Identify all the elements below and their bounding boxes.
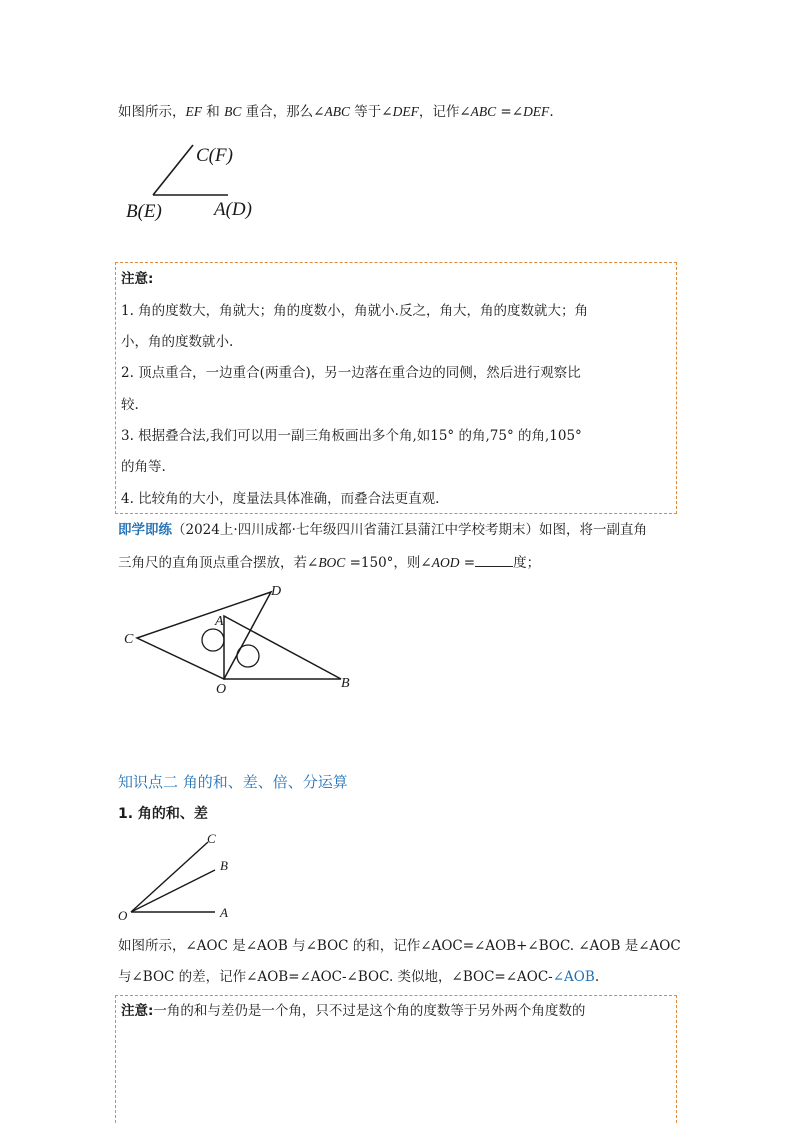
figure-set-squares [118,580,368,700]
intro-text: . [549,104,554,120]
figure-angle-sum [116,828,246,923]
intro-text: 和 [202,104,225,120]
note2-line [121,1001,585,1021]
ray-ob [131,870,215,912]
label-d: D [271,584,282,599]
note-title: 注意: [121,271,154,287]
label-o: O [118,908,128,923]
label-c: C [124,632,134,647]
section-title: 知识点二 角的和、差、倍、分运算 [118,773,348,791]
angle-aod: AOD [431,555,460,570]
sum-text-line-2: 与∠BOC 的差，记作∠AOB=∠AOC-∠BOC. 类似地，∠BOC=∠AOC-∠AOB. [118,969,600,985]
intro-text: 如图所示， [118,104,186,120]
answer-blank[interactable] [475,554,513,567]
note-item-2: 2. 顶点重合，一边重合(两重合)，另一边落在重合边的同侧，然后进行观察比 [121,365,581,381]
sum-text-line-1: 如图所示，∠AOC 是∠AOB 与∠BOC 的和，记作∠AOC=∠AOB+∠BOC. ∠AOB 是∠AOC [118,938,681,954]
figure-overlap-angle [118,135,278,230]
label-b: B [220,858,228,873]
segment-ef: EF [185,104,202,119]
intro-text: 等于∠ [349,104,393,120]
label-b: B [341,676,350,691]
practice-line-1 [118,520,647,540]
angle-aob-highlight: ∠AOB [552,969,595,985]
note-item-1: 1. 角的度数大，角就大；角的度数小，角就小.反之，角大，角的度数就大；角 [121,303,588,319]
angle-boc: BOC [318,555,346,570]
label-a: A [220,905,228,920]
practice-label: 即学即练 [118,522,172,538]
ray-bc [153,145,193,195]
ray-oc [131,842,208,912]
intro-text: ，记作∠ [418,104,471,120]
note-item-3-cont: 的角等. [121,459,166,475]
label-b-e: B(E) [126,201,162,222]
practice-source: （2024上·四川成都·七年级四川省蒲江县蒲江中学校考期末）如图，将一副直角 [172,522,647,538]
label-a: A [215,614,224,629]
angle-def: DEF [392,104,419,119]
note-item-3: 3. 根据叠合法,我们可以用一副三角板画出多个角,如15° 的角,75° 的角,105° [121,428,582,444]
subsection-title: 1. 角的和、差 [118,806,208,822]
segment-bc: BC [224,104,242,119]
note-box [115,262,677,514]
label-c-f: C(F) [196,145,233,166]
note-text: 一角的和与差仍是一个角，只不过是这个角的度数等于另外两个角度数的 [153,1003,586,1019]
angle-def: DEF [523,104,550,119]
note-item-1-cont: 小，角的度数就小. [121,334,234,350]
intro-text: =∠ [496,104,524,120]
set-square-hole [202,629,224,651]
note-title: 注意: [121,1003,154,1019]
label-a-d: A(D) [214,199,252,220]
set-square-hole [237,645,259,667]
practice-line-2: 三角尺的直角顶点重合摆放，若∠BOC =150°，则∠AOD = 度； [118,555,541,571]
intro-text: 重合，那么∠ [241,104,325,120]
intro-sentence [118,102,554,122]
angle-abc: ABC [324,104,350,119]
angle-abc: ABC [470,104,497,119]
label-c: C [207,831,216,846]
note-item-2-cont: 较. [121,397,139,413]
label-o: O [216,682,227,697]
note-item-4: 4. 比较角的大小，度量法具体准确，而叠合法更直观. [121,491,440,507]
